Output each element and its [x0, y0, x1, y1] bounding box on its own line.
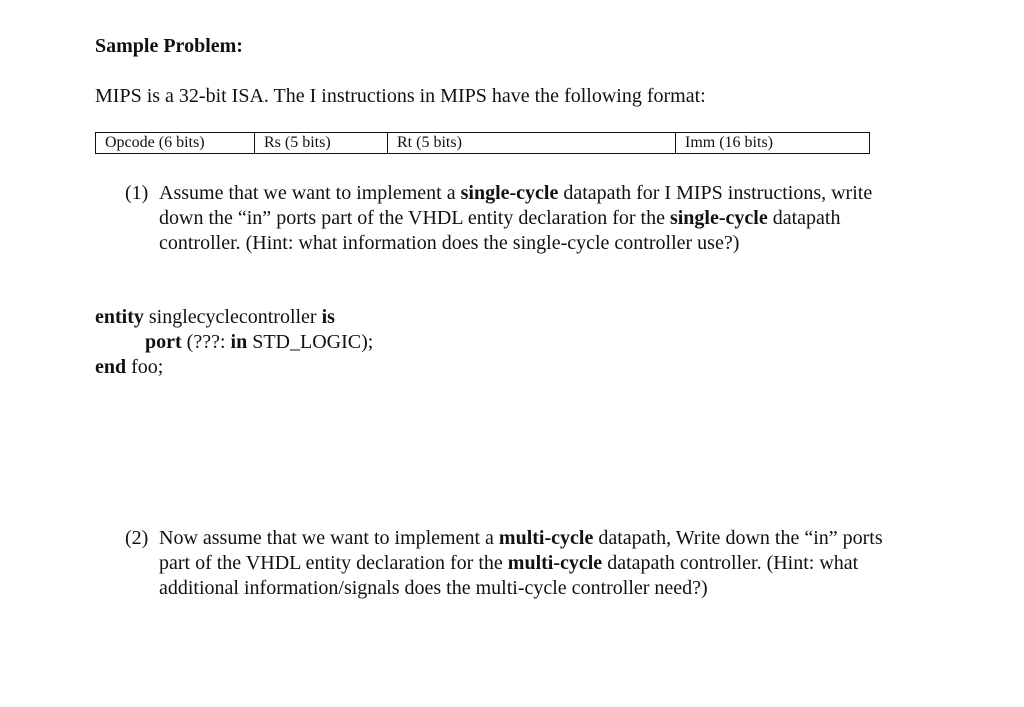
port-suffix: STD_LOGIC); [247, 331, 374, 353]
port-prefix: (???: [181, 331, 231, 353]
keyword-port: port [145, 331, 182, 353]
end-name: foo; [126, 356, 164, 378]
question-2-number: (2) [125, 527, 149, 549]
problem-heading: Sample Problem: [95, 35, 243, 57]
field-rs: Rs (5 bits) [255, 133, 388, 153]
keyword-in: in [230, 331, 248, 353]
field-rt: Rt (5 bits) [388, 133, 676, 153]
code-line-port [95, 330, 373, 355]
q1-text-part: Assume that we want to implement a [159, 182, 461, 204]
question-1-text [159, 181, 885, 256]
keyword-end: end [95, 356, 127, 378]
question-1-number: (1) [125, 182, 149, 204]
field-opcode: Opcode (6 bits) [96, 133, 255, 153]
vhdl-code-block [95, 305, 373, 380]
q1-text-part: datapath controller. (Hint: what information does the single-cycle controller use?) [159, 207, 841, 254]
intro-paragraph: MIPS is a 32-bit ISA. The I instructions in MIPS have the following format: [95, 85, 706, 107]
keyword-is: is [321, 306, 335, 328]
q1-bold-term: single-cycle [460, 182, 559, 204]
question-2-text [159, 526, 885, 601]
keyword-entity: entity [95, 306, 144, 328]
q2-text-part: Now assume that we want to implement a [159, 527, 499, 549]
instruction-format-table [95, 132, 870, 154]
q2-text-part: datapath controller. (Hint: what additional information/signals does the multi-cycle controller need?) [159, 552, 859, 599]
q2-text-part: datapath, Write down the “in” ports part of the VHDL entity declaration for the [159, 527, 883, 574]
code-line-entity [95, 305, 373, 330]
q2-bold-term: multi-cycle [507, 552, 603, 574]
q1-text-part: datapath for I MIPS instructions, write down the “in” ports part of the VHDL entity declaration for the [159, 182, 873, 229]
q2-bold-term: multi-cycle [498, 527, 594, 549]
field-imm: Imm (16 bits) [685, 134, 773, 151]
q1-bold-term: single-cycle [669, 207, 768, 229]
code-line-end [95, 355, 373, 380]
question-2 [125, 526, 885, 601]
entity-name: singlecyclecontroller [143, 306, 322, 328]
question-1 [125, 181, 885, 256]
